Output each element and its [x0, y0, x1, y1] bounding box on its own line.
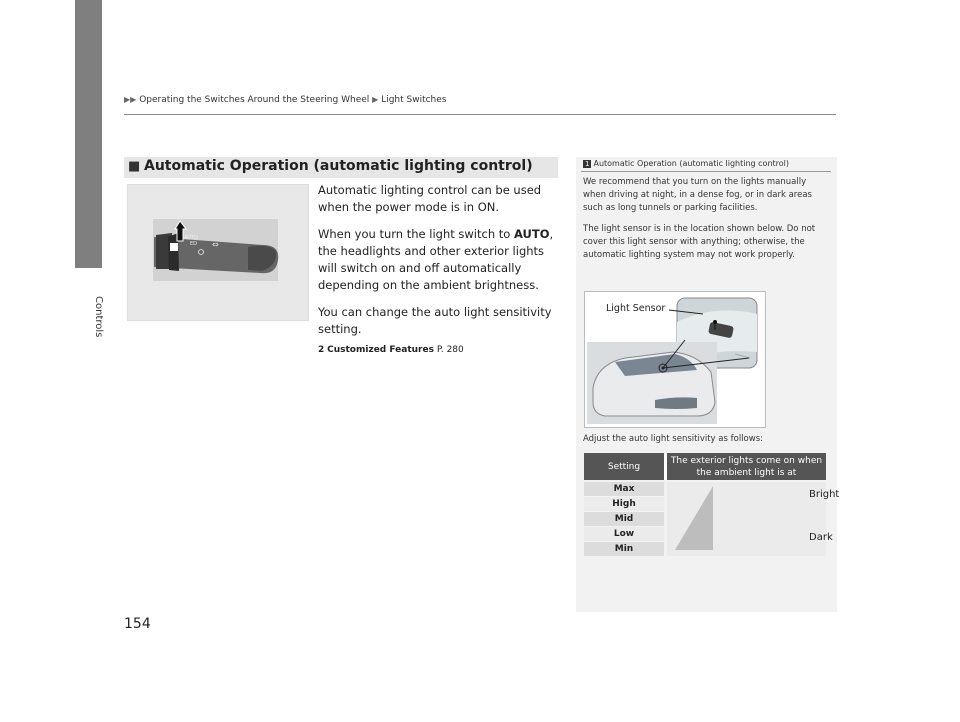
xref-page: P. 280 — [436, 345, 464, 355]
section-title: Automatic Operation (automatic lighting control) — [144, 158, 533, 174]
paragraph — [318, 226, 558, 294]
level-min: Min — [584, 542, 664, 556]
brightness-wedge-icon — [673, 484, 733, 558]
svg-text:⇔: ⇔ — [212, 240, 219, 249]
cross-reference-link[interactable] — [318, 342, 558, 359]
breadcrumb — [124, 95, 447, 105]
level-high: High — [584, 497, 664, 511]
header-divider — [124, 114, 836, 115]
header-description: The exterior lights come on when the ambient light is at — [670, 455, 823, 478]
header-setting: Setting — [607, 461, 641, 472]
note-title — [583, 159, 789, 168]
note-number-icon: 1 — [585, 160, 590, 168]
note-title-text: Automatic Operation (automatic lighting control) — [593, 159, 790, 168]
main-body-text — [318, 182, 558, 359]
level-max: Max — [584, 482, 664, 496]
note-paragraph: We recommend that you turn on the lights manually when driving at night, in a dense fog, or in dark areas such as long tunnels or parking facilities. — [583, 177, 812, 213]
note-text — [583, 176, 831, 270]
xref-title: Customized Features — [327, 345, 434, 355]
breadcrumb-item: Operating the Switches Around the Steering Wheel — [139, 95, 370, 105]
chapter-tab-label: Controls — [93, 296, 104, 338]
adjust-instruction: Adjust the auto light sensitivity as follows: — [583, 434, 763, 444]
level-low: Low — [584, 527, 664, 541]
section-square-icon: ■ — [128, 159, 141, 174]
auto-keyword: AUTO — [513, 227, 550, 241]
light-sensor-callout: Light Sensor — [606, 303, 666, 314]
dark-label: Dark — [809, 532, 833, 543]
table-body — [584, 482, 840, 556]
chapter-tab — [75, 0, 102, 268]
reference-icon: 2 — [318, 345, 325, 355]
breadcrumb-arrow-icon: ▶▶ — [124, 95, 137, 104]
bright-label: Bright — [809, 489, 840, 500]
note-paragraph: The light sensor is in the location shown below. Do not cover this light sensor with anything; otherwise, the automatic lighting system may not work properly. — [583, 224, 816, 260]
text-span: When you turn the light switch to — [318, 227, 514, 241]
svg-text:ED: ED — [190, 241, 198, 247]
breadcrumb-arrow-icon: ▶ — [372, 95, 379, 104]
paragraph: Automatic lighting control can be used when the power mode is in ON. — [318, 183, 542, 214]
table-header — [584, 453, 826, 480]
section-heading — [124, 157, 558, 178]
text-span: , the headlights and other exterior lights will switch on and off automatically depending on the ambient brightness. — [318, 227, 554, 292]
level-mid: Mid — [584, 512, 664, 526]
light-switch-stalk-icon — [128, 185, 308, 320]
page-number: 154 — [124, 616, 151, 632]
breadcrumb-item: Light Switches — [381, 95, 447, 105]
note-divider — [581, 171, 831, 172]
brightness-range-cell — [667, 482, 840, 556]
paragraph: You can change the auto light sensitivity setting. — [318, 305, 552, 336]
svg-text:AUTO: AUTO — [184, 235, 199, 241]
light-switch-illustration — [127, 184, 309, 321]
